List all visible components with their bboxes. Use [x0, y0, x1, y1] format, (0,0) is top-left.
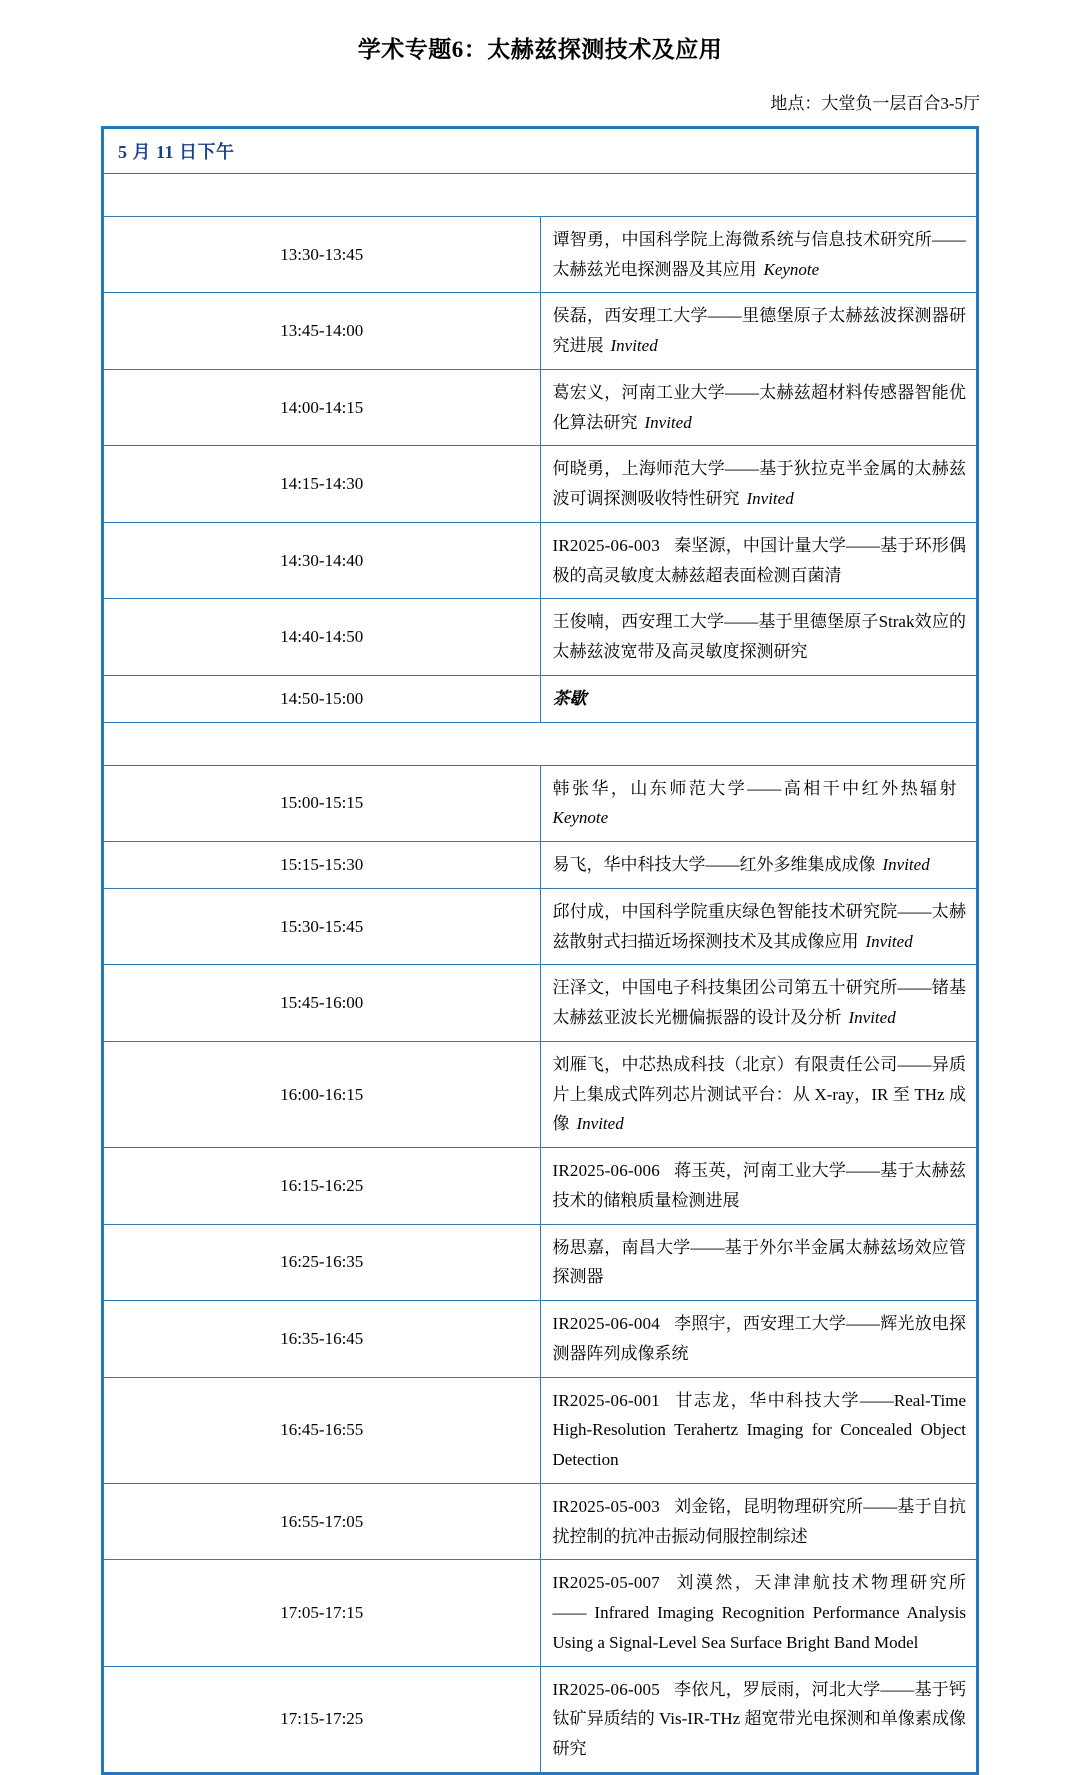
- talk-description: 李照宇，西安理工大学——辉光放电探测器阵列成像系统: [552, 1314, 966, 1363]
- talk-detail: [540, 965, 978, 1042]
- talk-description: 刘金铭，昆明物理研究所——基于自抗扰控制的抗冲击振动伺服控制综述: [552, 1496, 966, 1546]
- talk-type-tag: Keynote: [552, 808, 609, 828]
- talk-time: 14:40-14:50: [103, 599, 541, 676]
- talk-row: [103, 522, 978, 599]
- talk-detail: [540, 1560, 978, 1666]
- talk-description: 刘漠然，天津津航技术物理研究所 —— Infrared Imaging Recognition Performance Analysis Using a Signal-Level Sea Surface Bright Band Model: [552, 1573, 966, 1652]
- talk-row: [103, 1483, 978, 1560]
- talk-time: 14:00-14:15: [103, 369, 541, 446]
- talk-detail: [540, 1148, 978, 1225]
- talk-detail: [540, 1377, 978, 1483]
- talk-type-tag: Invited: [644, 412, 692, 432]
- talk-detail: [540, 1041, 978, 1147]
- paper-id: IR2025-05-003: [552, 1496, 660, 1516]
- talk-description: 刘雁飞，中芯热成科技（北京）有限责任公司——异质片上集成式阵列芯片测试平台：从 X-ray，IR 至 THz 成像: [552, 1054, 966, 1134]
- talk-detail: [540, 765, 978, 842]
- talk-detail: [540, 842, 978, 889]
- talk-detail: [540, 446, 978, 523]
- schedule-table: [101, 126, 979, 1775]
- paper-id: IR2025-06-001: [552, 1390, 660, 1410]
- paper-id: IR2025-05-007: [552, 1573, 660, 1593]
- talk-detail: [540, 888, 978, 965]
- talk-row: [103, 1301, 978, 1378]
- talk-time: 16:35-16:45: [103, 1301, 541, 1378]
- session-banner-label: Session2：太赫兹探测技术及应用Ⅱ，主持人：曹俊诚研究员、谭智勇研究员: [103, 722, 978, 765]
- page-title: 学术专题6：太赫兹探测技术及应用: [357, 37, 723, 62]
- talk-time: 14:15-14:30: [103, 446, 541, 523]
- talk-row: [103, 1666, 978, 1773]
- talk-description: 秦坚源，中国计量大学——基于环形偶极的高灵敏度太赫兹超表面检测百菌清: [552, 535, 966, 585]
- talk-description: 王俊喃，西安理工大学——基于里德堡原子Strak效应的太赫兹波宽带及高灵敏度探测研究: [552, 612, 966, 662]
- session-banner-label: Session1：太赫兹探测技术及应用Ⅰ，主持人：施卫教授: [103, 173, 978, 216]
- talk-detail: [540, 293, 978, 370]
- paper-id: IR2025-06-005: [552, 1679, 660, 1699]
- talk-description: 易飞，华中科技大学——红外多维集成成像: [552, 855, 876, 875]
- paper-id: IR2025-06-003: [552, 535, 660, 555]
- talk-detail: [540, 1483, 978, 1560]
- talk-row: [103, 369, 978, 446]
- talk-description: 杨思嘉，南昌大学——基于外尔半金属太赫兹场效应管探测器: [552, 1237, 966, 1287]
- talk-description: 侯磊，西安理工大学——里德堡原子太赫兹波探测器研究进展: [552, 306, 966, 356]
- talk-row: [103, 1560, 978, 1666]
- schedule-table-body: [103, 127, 978, 1773]
- paper-id: IR2025-06-006: [552, 1161, 660, 1181]
- talk-time: 16:45-16:55: [103, 1377, 541, 1483]
- talk-detail: [540, 1224, 978, 1301]
- talk-row: [103, 842, 978, 889]
- talk-detail: [540, 1301, 978, 1378]
- talk-row: [103, 1224, 978, 1301]
- talk-row: [103, 446, 978, 523]
- talk-time: 17:15-17:25: [103, 1666, 541, 1773]
- talk-time: 16:15-16:25: [103, 1148, 541, 1225]
- talk-type-tag: Invited: [610, 336, 658, 356]
- session-banner-row: [103, 722, 978, 765]
- talk-type-tag: Invited: [848, 1008, 896, 1028]
- talk-time: 15:00-15:15: [103, 765, 541, 842]
- schedule-container: [101, 126, 979, 1775]
- talk-description: 蒋玉英，河南工业大学——基于太赫兹技术的储粮质量检测进展: [552, 1161, 966, 1210]
- talk-time: 15:30-15:45: [103, 888, 541, 965]
- talk-description: 汪泽文，中国电子科技集团公司第五十研究所——锗基太赫兹亚波长光栅偏振器的设计及分析: [552, 978, 966, 1028]
- date-banner-row: [103, 127, 978, 173]
- talk-type-tag: Invited: [882, 855, 930, 875]
- talk-type-tag: Invited: [865, 931, 913, 951]
- date-banner: 5 月 11 日下午: [103, 127, 978, 173]
- talk-row: [103, 1377, 978, 1483]
- talk-type-tag: Invited: [746, 489, 794, 509]
- talk-detail: [540, 522, 978, 599]
- talk-type-tag: Invited: [576, 1114, 624, 1134]
- talk-time: 14:50-15:00: [103, 675, 541, 722]
- venue-location: 地点：大堂负一层百合3-5厅: [770, 93, 980, 113]
- talk-time: 17:05-17:15: [103, 1560, 541, 1666]
- talk-type-tag: Keynote: [763, 259, 820, 279]
- talk-description: 李依凡，罗辰雨，河北大学——基于钙钛矿异质结的 Vis-IR-THz 超宽带光电探测和单像素成像研究: [552, 1679, 966, 1759]
- talk-description: 邱付成，中国科学院重庆绿色智能技术研究院——太赫兹散射式扫描近场探测技术及其成像应用: [552, 901, 966, 951]
- talk-detail: [540, 675, 978, 722]
- session-banner-row: [103, 173, 978, 216]
- talk-row: [103, 965, 978, 1042]
- talk-detail: [540, 369, 978, 446]
- talk-description: 韩张华，山东师范大学——高相干中红外热辐射: [552, 778, 959, 798]
- talk-description: 何晓勇，上海师范大学——基于狄拉克半金属的太赫兹波可调探测吸收特性研究: [552, 459, 966, 509]
- talk-description: 甘志龙，华中科技大学——Real-Time High-Resolution Terahertz Imaging for Concealed Object Detection: [552, 1390, 966, 1470]
- talk-row: [103, 888, 978, 965]
- talk-description: 谭智勇，中国科学院上海微系统与信息技术研究所——太赫兹光电探测器及其应用: [552, 229, 966, 279]
- talk-row: [103, 216, 978, 293]
- talk-time: 15:15-15:30: [103, 842, 541, 889]
- talk-row: [103, 599, 978, 676]
- talk-time: 16:55-17:05: [103, 1483, 541, 1560]
- break-label: 茶歇: [552, 688, 587, 708]
- paper-id: IR2025-06-004: [552, 1314, 660, 1334]
- talk-row: [103, 1148, 978, 1225]
- break-row: [103, 675, 978, 722]
- talk-detail: [540, 599, 978, 676]
- talk-time: 14:30-14:40: [103, 522, 541, 599]
- talk-time: 13:45-14:00: [103, 293, 541, 370]
- talk-time: 16:25-16:35: [103, 1224, 541, 1301]
- talk-row: [103, 1041, 978, 1147]
- talk-row: [103, 293, 978, 370]
- talk-row: [103, 765, 978, 842]
- talk-time: 16:00-16:15: [103, 1041, 541, 1147]
- talk-detail: [540, 216, 978, 293]
- talk-detail: [540, 1666, 978, 1773]
- talk-description: 葛宏义，河南工业大学——太赫兹超材料传感器智能优化算法研究: [552, 382, 966, 432]
- talk-time: 13:30-13:45: [103, 216, 541, 293]
- talk-time: 15:45-16:00: [103, 965, 541, 1042]
